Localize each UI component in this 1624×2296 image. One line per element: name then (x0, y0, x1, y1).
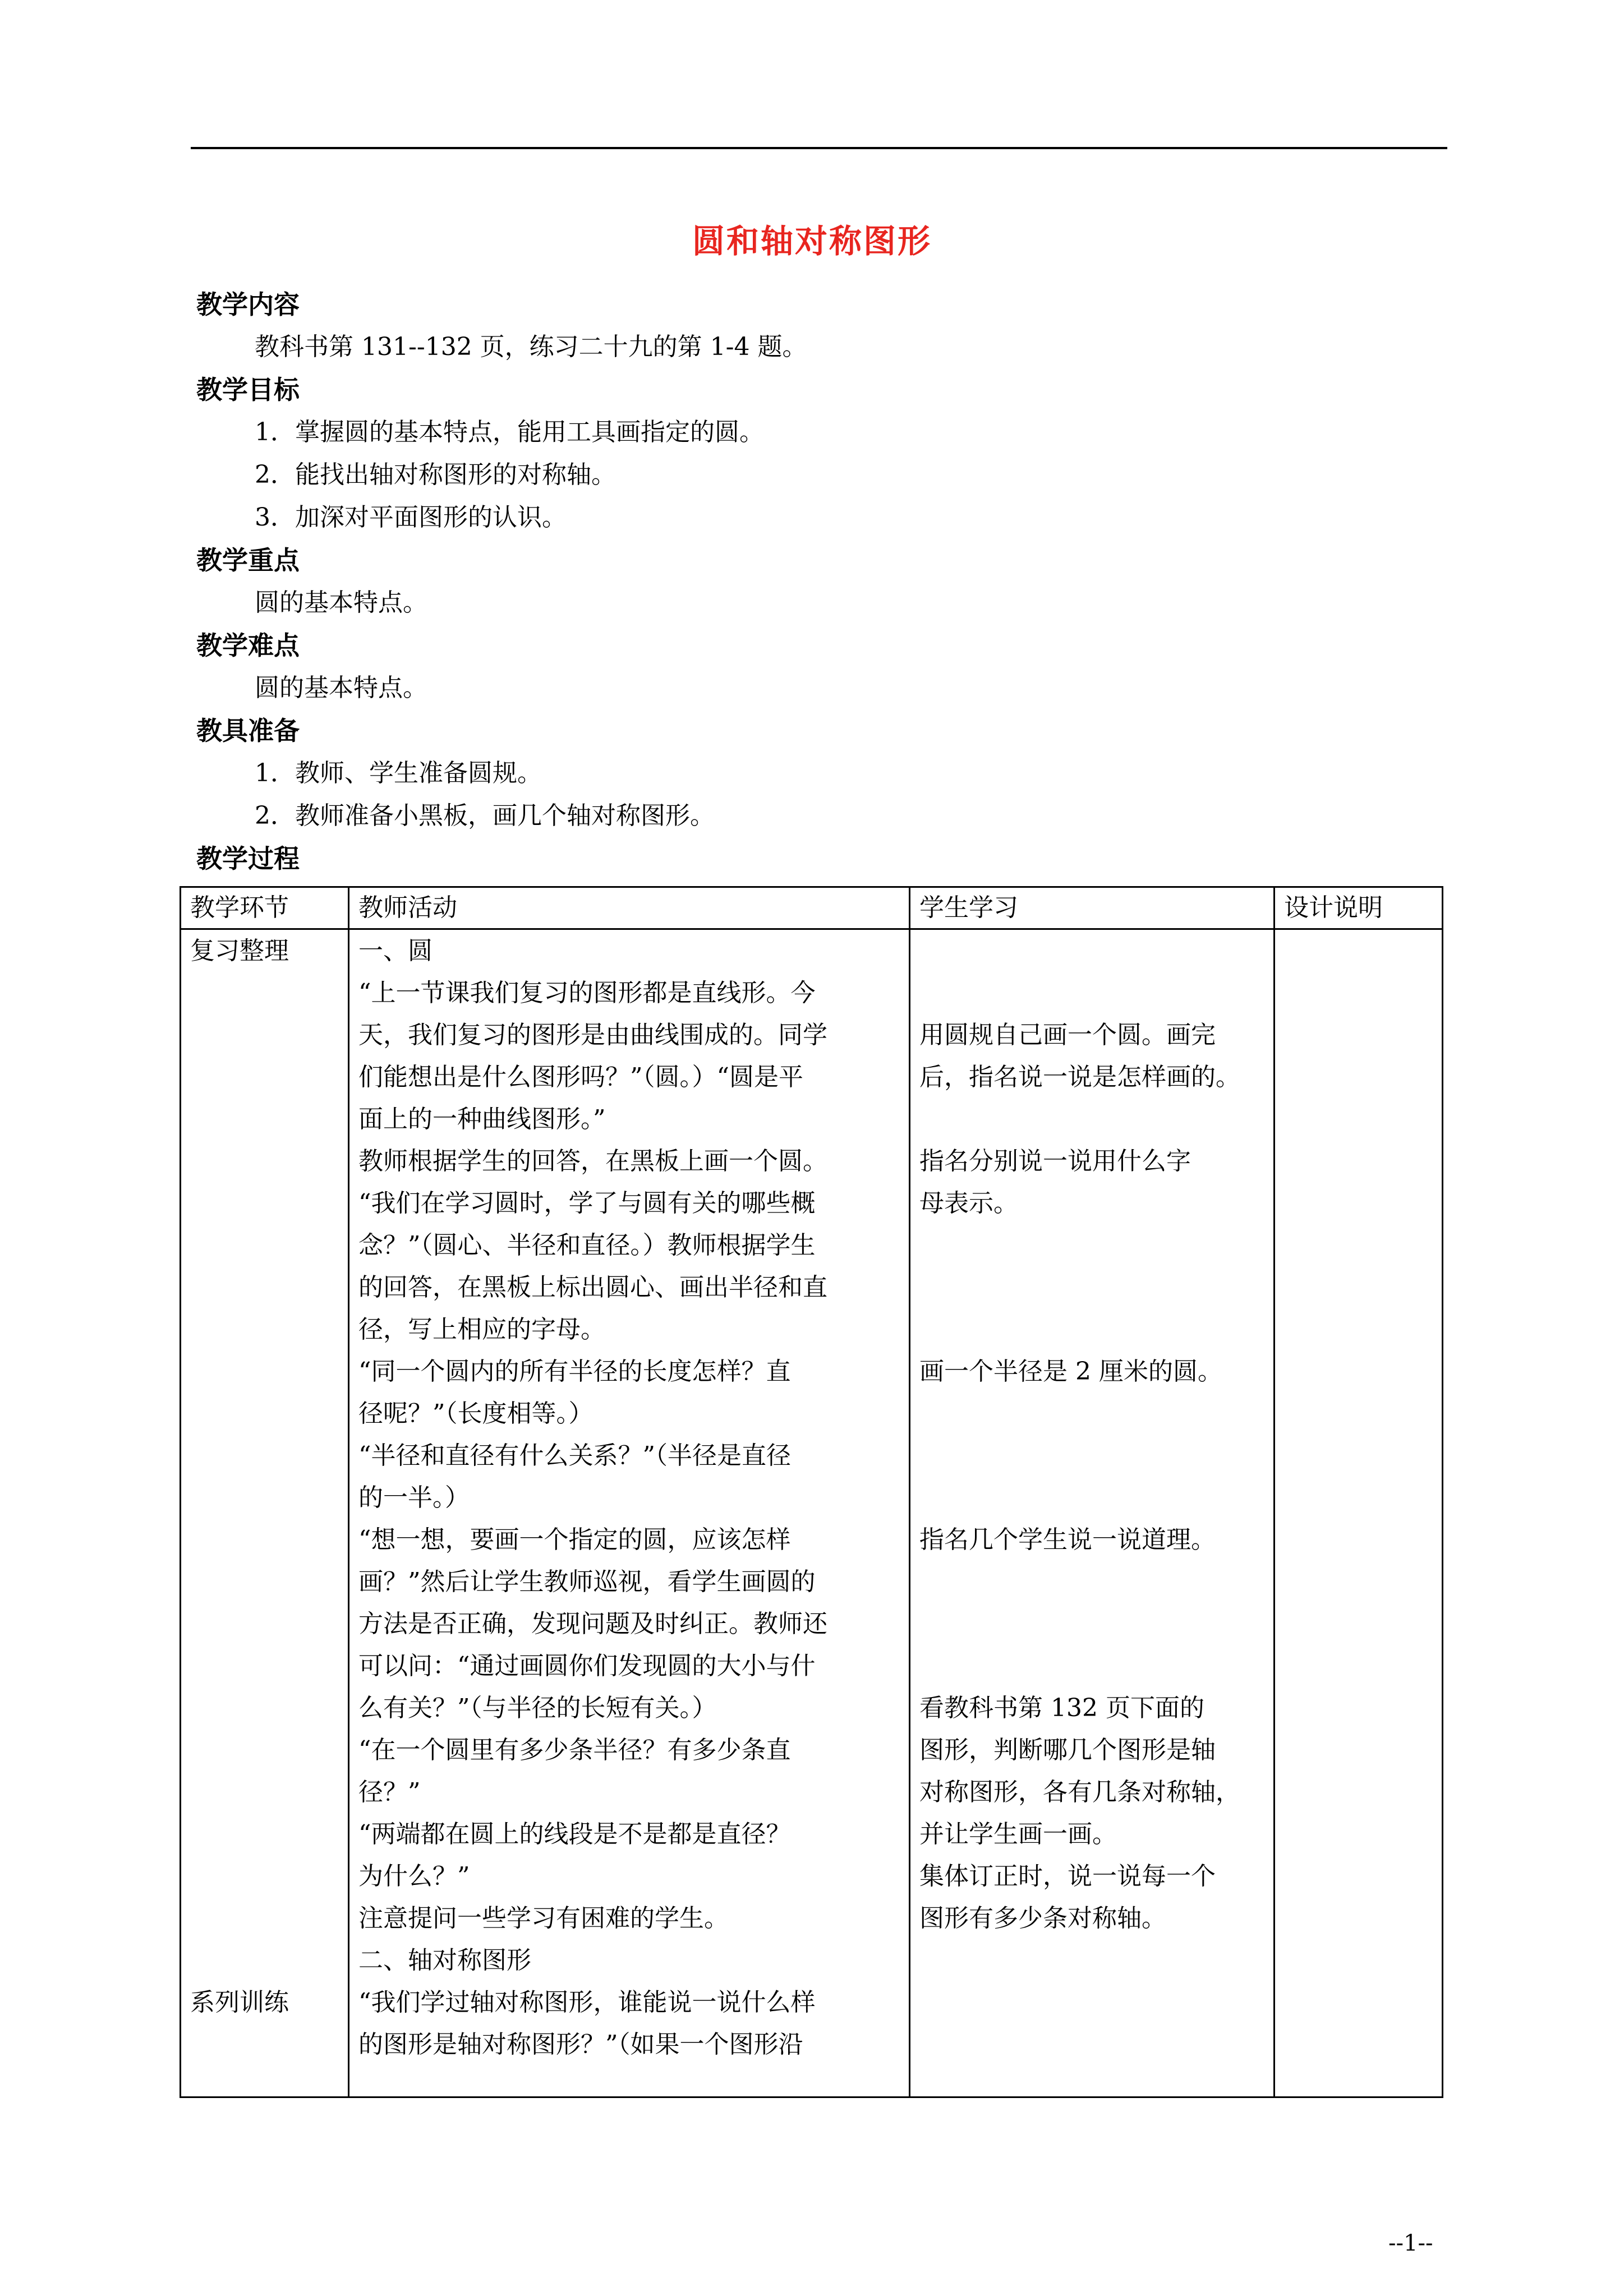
header-student-learning: 学生学习 (910, 887, 1275, 929)
stage-line (190, 1939, 339, 1981)
stage-line (190, 1813, 339, 1855)
teacher-activity-line: 二、轴对称图形 (358, 1946, 531, 1975)
student-learning-line: 图形，判断哪几个图形是轴 (919, 1736, 1216, 1764)
stage-cell (181, 929, 349, 2097)
student-learning-line (919, 972, 1264, 1014)
teacher-activity-line: 一、圆 (358, 937, 433, 965)
stage-line (190, 1687, 339, 1729)
objective-item: 3．加深对平面图形的认识。 (255, 503, 567, 532)
stage-line: 复习整理 (190, 937, 289, 965)
teacher-activity-line: 方法是否正确，发现问题及时纠正。教师还 (358, 1610, 827, 1638)
teacher-activity-line: 的一半。） (358, 1483, 470, 1512)
teacher-activity-line: “半径和直径有什么关系？”（半径是直径 (358, 1441, 791, 1470)
teacher-activity-line: “上一节课我们复习的图形都是直线形。今 (358, 979, 816, 1007)
student-learning-line (919, 1603, 1264, 1645)
stage-line (190, 1308, 339, 1350)
student-learning-line: 画一个半径是 2 厘米的圆。 (919, 1357, 1222, 1386)
student-learning-line (919, 1224, 1264, 1266)
content-paragraph: 教科书第 131--132 页，练习二十九的第 1-4 题。 (255, 333, 807, 361)
teacher-activity-line: “两端都在圆上的线段是不是都是直径？ (358, 1820, 791, 1848)
student-learning-line (919, 1098, 1264, 1140)
stage-lines (190, 930, 339, 2023)
header-rule (191, 147, 1447, 149)
stage-line (190, 1729, 339, 1771)
student-learning-line: 后，指名说一说是怎样画的。 (919, 1063, 1240, 1091)
student-learning-line (919, 930, 1264, 972)
stage-line (190, 1182, 339, 1224)
student-learning-line (919, 1561, 1264, 1603)
material-item: 2．教师准备小黑板，画几个轴对称图形。 (255, 801, 715, 830)
teacher-activity-line: 径？” (358, 1778, 421, 1806)
stage-line (190, 1645, 339, 1687)
student-learning-line (919, 1308, 1264, 1350)
teacher-lines (358, 930, 900, 2066)
student-learning-line (919, 1266, 1264, 1308)
stage-line (190, 1140, 339, 1182)
teacher-activity-line: 画？”然后让学生教师巡视，看学生画圆的 (358, 1567, 816, 1596)
difficulty-paragraph: 圆的基本特点。 (255, 674, 427, 702)
student-learning-line: 对称图形，各有几条对称轴， (919, 1778, 1240, 1806)
stage-line (190, 1224, 339, 1266)
teacher-activity-line: 们能想出是什么图形吗？”（圆。）“圆是平 (358, 1063, 803, 1091)
student-learning-line: 母表示。 (919, 1189, 1018, 1218)
header-stage: 教学环节 (181, 887, 349, 929)
student-learning-line (919, 1477, 1264, 1519)
teacher-activity-line: “在一个圆里有多少条半径？有多少条直 (358, 1736, 791, 1764)
section-heading-objectives: 教学目标 (196, 375, 300, 405)
teacher-activity-line: 念？”（圆心、半径和直径。）教师根据学生 (358, 1231, 816, 1260)
stage-line (190, 1056, 339, 1098)
stage-line (190, 1561, 339, 1603)
stage-line (190, 1266, 339, 1308)
student-lines (919, 930, 1264, 1939)
student-learning-line (919, 1435, 1264, 1477)
section-heading-content: 教学内容 (196, 289, 300, 320)
teacher-activity-line: 天，我们复习的图形是由曲线围成的。同学 (358, 1021, 827, 1049)
stage-line (190, 1897, 339, 1939)
material-item: 1．教师、学生准备圆规。 (255, 759, 542, 787)
stage-line (190, 1098, 339, 1140)
student-learning-cell (910, 929, 1275, 2097)
stage-line (190, 1603, 339, 1645)
student-learning-line: 看教科书第 132 页下面的 (919, 1694, 1204, 1722)
student-learning-line (919, 1393, 1264, 1435)
section-heading-materials: 教具准备 (196, 716, 300, 746)
teacher-activity-line: 的回答，在黑板上标出圆心、画出半径和直 (358, 1273, 827, 1302)
section-heading-difficulties: 教学难点 (196, 630, 300, 661)
section-heading-key-points: 教学重点 (196, 545, 300, 575)
teacher-activity-line: 径呢？”（长度相等。） (358, 1399, 594, 1428)
student-learning-line: 并让学生画一画。 (919, 1820, 1117, 1848)
teacher-activity-line: 面上的一种曲线图形。” (358, 1105, 606, 1133)
design-notes-cell (1275, 929, 1443, 2097)
header-design-notes: 设计说明 (1275, 887, 1443, 929)
teacher-activity-line: “我们学过轴对称图形，谁能说一说什么样 (358, 1988, 816, 2017)
teacher-activity-line: “我们在学习圆时，学了与圆有关的哪些概 (358, 1189, 816, 1218)
table-header-row (181, 887, 1443, 929)
stage-line (190, 1771, 339, 1813)
stage-line (190, 972, 339, 1014)
stage-line (190, 1855, 339, 1897)
student-learning-line: 用圆规自己画一个圆。画完 (919, 1021, 1216, 1049)
objective-item: 2．能找出轴对称图形的对称轴。 (255, 460, 616, 489)
stage-line (190, 1350, 339, 1393)
teacher-activity-line: 么有关？”（与半径的长短有关。） (358, 1694, 717, 1722)
teacher-activity-cell (349, 929, 910, 2097)
stage-line (190, 1014, 339, 1056)
table-row (181, 929, 1443, 2097)
stage-line: 系列训练 (190, 1988, 289, 2017)
student-learning-line: 图形有多少条对称轴。 (919, 1904, 1166, 1933)
stage-line (190, 1393, 339, 1435)
section-heading-process: 教学过程 (196, 843, 300, 874)
teacher-activity-line: 可以问：“通过画圆你们发现圆的大小与什 (358, 1652, 816, 1680)
teacher-activity-line: 为什么？” (358, 1862, 470, 1891)
student-learning-line: 指名分别说一说用什么字 (919, 1147, 1191, 1175)
key-point-paragraph: 圆的基本特点。 (255, 588, 427, 617)
student-learning-line (919, 1645, 1264, 1687)
teacher-activity-line: “想一想，要画一个指定的圆，应该怎样 (358, 1525, 791, 1554)
stage-line (190, 1477, 339, 1519)
document-title: 圆和轴对称图形 (692, 222, 932, 260)
teacher-activity-line: “同一个圆内的所有半径的长度怎样？直 (358, 1357, 791, 1386)
page-number: --1-- (1388, 2230, 1433, 2256)
teacher-activity-line: 径，写上相应的字母。 (358, 1315, 605, 1344)
objective-item: 1．掌握圆的基本特点，能用工具画指定的圆。 (255, 418, 764, 446)
stage-line (190, 1435, 339, 1477)
teacher-activity-line: 注意提问一些学习有困难的学生。 (358, 1904, 729, 1933)
teacher-activity-line: 的图形是轴对称图形？”（如果一个图形沿 (358, 2030, 803, 2059)
document-body (196, 283, 1442, 880)
student-learning-line: 集体订正时，说一说每一个 (919, 1862, 1216, 1891)
stage-line (190, 1519, 339, 1561)
header-teacher-activity: 教师活动 (349, 887, 910, 929)
student-learning-line: 指名几个学生说一说道理。 (919, 1525, 1216, 1554)
teaching-process-table (180, 886, 1443, 2098)
teacher-activity-line: 教师根据学生的回答，在黑板上画一个圆。 (358, 1147, 827, 1175)
